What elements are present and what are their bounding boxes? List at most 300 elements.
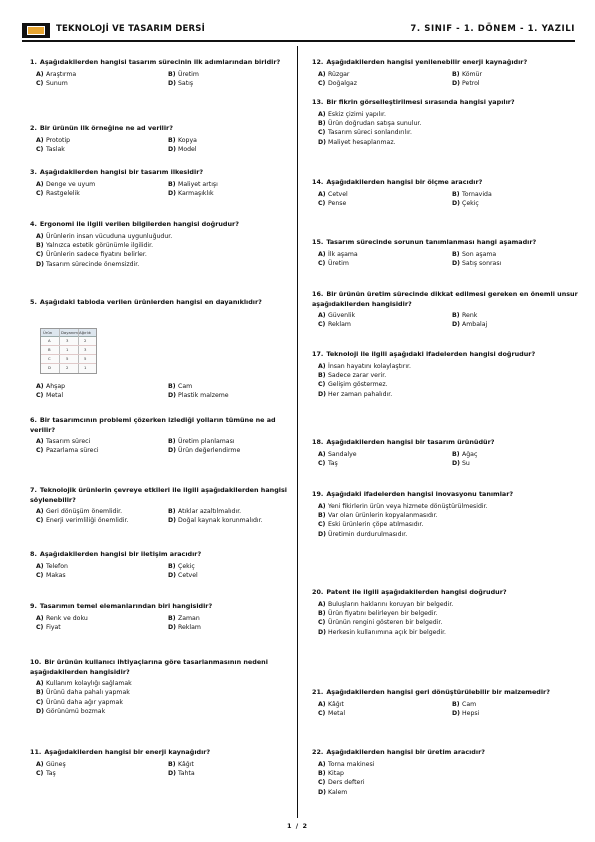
option-letter: B): [318, 769, 326, 777]
question-number: 16.: [312, 290, 324, 298]
option-letter: A): [36, 438, 44, 445]
answer-option[interactable]: [168, 623, 292, 632]
option-letter: C): [318, 709, 326, 717]
option-text: Tahta: [178, 769, 195, 777]
option-text: Ürünlerin insan vücuduna uygunluğudur.: [46, 232, 173, 240]
answer-option[interactable]: [36, 571, 160, 580]
question-number: 3.: [30, 168, 37, 176]
option-letter: C): [36, 251, 44, 259]
answer-option[interactable]: [168, 446, 292, 455]
option-text: Reklam: [328, 321, 351, 329]
answer-option[interactable]: [452, 709, 578, 718]
answer-options: [30, 760, 292, 779]
answer-option[interactable]: [36, 562, 160, 571]
option-letter: A): [318, 250, 326, 258]
answer-option[interactable]: [36, 391, 160, 400]
answer-option[interactable]: [318, 362, 578, 371]
option-text: Araştırma: [46, 70, 77, 78]
option-letter: B): [452, 700, 460, 708]
option-letter: C): [318, 129, 326, 137]
answer-option[interactable]: [318, 128, 578, 137]
answer-option[interactable]: [36, 136, 160, 145]
question-text: Aşağıdakilerden hangisi bir enerji kaynağıdır?: [44, 748, 211, 756]
question-12: [312, 58, 578, 88]
answer-option[interactable]: [36, 437, 160, 446]
option-text: Metal: [46, 391, 64, 399]
question-number: 17.: [312, 350, 324, 358]
question-number: 4.: [30, 220, 37, 228]
option-text: Cam: [178, 382, 193, 390]
answer-option[interactable]: [318, 600, 578, 609]
option-letter: B): [168, 70, 176, 78]
option-text: Sunum: [46, 79, 68, 87]
answer-option[interactable]: [318, 502, 578, 511]
answer-option[interactable]: [168, 189, 292, 198]
option-letter: C): [318, 779, 326, 787]
answer-option[interactable]: [452, 259, 578, 268]
answer-option[interactable]: [318, 511, 578, 520]
question-16: [312, 290, 578, 330]
answer-options: [30, 437, 292, 456]
answer-option[interactable]: [318, 760, 578, 769]
answer-option[interactable]: [318, 110, 578, 119]
table-cell: 2: [66, 364, 69, 370]
question-text: Aşağıdakilerden hangisi bir tasarım ilkesidir?: [39, 168, 204, 176]
question-4: [30, 220, 292, 269]
answer-options: [30, 382, 292, 401]
answer-options: [30, 232, 292, 270]
answer-options: [312, 600, 578, 638]
answer-option[interactable]: [318, 709, 444, 718]
question-text: Tasarım sürecinde sorunun tanımlanması hangi aşamadır?: [326, 238, 537, 246]
option-text: Son aşama: [462, 250, 497, 258]
answer-option[interactable]: [318, 450, 444, 459]
option-letter: A): [36, 232, 44, 240]
answer-option[interactable]: [318, 70, 444, 79]
answer-option[interactable]: [168, 571, 292, 580]
question-stem: [30, 602, 292, 612]
answer-options: [30, 614, 292, 633]
answer-option[interactable]: [36, 79, 160, 88]
option-text: Enerji verimliliği önemlidir.: [46, 517, 129, 525]
option-letter: A): [36, 760, 44, 768]
option-text: Zaman: [178, 614, 200, 622]
answer-option[interactable]: [168, 614, 292, 623]
question-stem: [312, 98, 578, 108]
option-text: Kullanım kolaylığı sağlamak: [46, 680, 132, 687]
question-number: 5.: [30, 298, 37, 306]
answer-options: [30, 679, 292, 717]
option-text: Her zaman pahalıdır.: [328, 390, 393, 398]
answer-option[interactable]: [452, 320, 578, 329]
table-header-cell: Ağırlık: [79, 329, 91, 335]
question-7: [30, 486, 292, 526]
option-text: Tasarım süreci sonlandırılır.: [328, 129, 412, 137]
option-text: Var olan ürünlerin kopyalanmasıdır.: [328, 511, 438, 519]
option-letter: B): [168, 136, 176, 144]
answer-option[interactable]: [452, 250, 578, 259]
answer-option[interactable]: [318, 520, 578, 529]
option-text: Makas: [46, 571, 66, 579]
option-letter: A): [36, 180, 44, 188]
answer-option[interactable]: [36, 260, 292, 269]
question-text: Ergonomi ile ilgili verilen bilgilerden hangisi doğrudur?: [39, 220, 239, 228]
option-text: Buluşların haklarını koruyan bir belgedir.: [328, 600, 454, 608]
option-letter: B): [168, 508, 176, 515]
answer-option[interactable]: [168, 769, 292, 778]
option-letter: D): [318, 138, 326, 146]
answer-option[interactable]: [36, 679, 292, 688]
question-text: Aşağıdaki tabloda verilen ürünlerden hangisi en dayanıklıdır?: [39, 298, 262, 306]
option-letter: D): [452, 321, 460, 329]
option-text: Maliyet hesaplanmaz.: [328, 138, 396, 146]
answer-option[interactable]: [36, 516, 160, 525]
header-title: TEKNOLOJİ VE TASARIM DERSİ: [56, 24, 205, 34]
answer-option[interactable]: [36, 180, 160, 189]
question-stem: [312, 178, 578, 188]
option-text: Taş: [46, 769, 56, 777]
option-letter: B): [36, 689, 44, 697]
option-text: Cetvel: [328, 190, 348, 198]
answer-option[interactable]: [168, 136, 292, 145]
answer-option[interactable]: [36, 446, 160, 455]
option-letter: D): [36, 708, 44, 716]
answer-option[interactable]: [36, 232, 292, 241]
question-10: [30, 658, 292, 717]
answer-option[interactable]: [168, 516, 292, 525]
question-stem: [30, 124, 292, 134]
answer-option[interactable]: [318, 769, 578, 778]
option-letter: D): [452, 459, 460, 467]
answer-option[interactable]: [36, 145, 160, 154]
answer-options: [30, 180, 292, 199]
option-text: Ağaç: [462, 450, 478, 458]
question-text: Aşağıdakilerden hangisi yenilenebilir enerji kaynağıdır?: [326, 58, 528, 66]
answer-option[interactable]: [168, 507, 292, 516]
option-letter: D): [168, 517, 176, 525]
option-text: Kitap: [328, 769, 344, 777]
option-letter: B): [168, 562, 176, 570]
question-19: [312, 490, 578, 539]
option-text: Plastik malzeme: [178, 391, 229, 399]
option-letter: B): [318, 119, 326, 127]
table-header-cell: Dayanım: [61, 329, 78, 335]
table-cell: 5: [84, 355, 87, 361]
option-text: Pazarlama süreci: [46, 447, 99, 455]
answer-options: [312, 311, 578, 330]
question-22: [312, 748, 578, 797]
answer-options: [312, 502, 578, 540]
option-text: Renk ve doku: [46, 614, 88, 622]
table-cell: 2: [84, 337, 87, 343]
option-letter: D): [168, 391, 176, 399]
question-number: 20.: [312, 588, 324, 596]
question-text: Aşağıdakilerden hangisi tasarım sürecinin ilk adımlarından biridir?: [39, 58, 281, 66]
question-text: Aşağıdaki ifadelerden hangisi inovasyonu tanımlar?: [326, 490, 514, 498]
option-text: Rüzgar: [328, 70, 350, 78]
option-letter: A): [318, 502, 326, 510]
header-exam-info: 7. SINIF - 1. DÖNEM - 1. YAZILI: [410, 24, 575, 34]
option-letter: A): [36, 136, 44, 144]
question-15: [312, 238, 578, 268]
answer-options: [312, 110, 578, 148]
answer-option[interactable]: [452, 459, 578, 468]
option-letter: B): [168, 180, 176, 188]
option-text: Ürünün rengini gösteren bir belgedir.: [328, 619, 443, 627]
question-1: [30, 58, 292, 88]
answer-option[interactable]: [318, 79, 444, 88]
question-text: Aşağıdakilerden hangisi geri dönüştürülebilir bir malzemedir?: [326, 688, 550, 696]
option-text: Prototip: [46, 136, 71, 144]
answer-option[interactable]: [318, 390, 578, 399]
question-stem: [30, 658, 292, 677]
option-text: Maliyet artışı: [178, 180, 218, 188]
option-letter: B): [452, 250, 460, 258]
question-stem: [312, 588, 578, 598]
table-cell: 3: [84, 346, 87, 352]
option-text: İnsan hayatını kolaylaştırır.: [328, 362, 411, 370]
answer-option[interactable]: [36, 189, 160, 198]
option-text: Model: [178, 145, 197, 153]
answer-option[interactable]: [452, 199, 578, 208]
option-text: Renk: [462, 312, 478, 319]
answer-option[interactable]: [168, 382, 292, 391]
question-stem: [312, 688, 578, 698]
answer-option[interactable]: [318, 119, 578, 128]
option-letter: D): [318, 390, 326, 398]
answer-option[interactable]: [318, 609, 578, 618]
option-text: Tasarım sürecinde önemsizdir.: [46, 260, 140, 268]
question-14: [312, 178, 578, 208]
answer-options: [312, 450, 578, 469]
question-stem: [30, 416, 292, 435]
answer-option[interactable]: [318, 380, 578, 389]
option-letter: C): [318, 321, 326, 329]
option-letter: A): [318, 450, 326, 458]
question-2: [30, 124, 292, 154]
answer-option[interactable]: [36, 623, 160, 632]
option-text: Taslak: [46, 145, 65, 153]
option-text: Sadece zarar verir.: [328, 371, 387, 379]
option-letter: D): [168, 189, 176, 197]
answer-option[interactable]: [318, 530, 578, 539]
answer-options: [30, 562, 292, 581]
option-letter: B): [452, 70, 460, 78]
answer-option[interactable]: [36, 614, 160, 623]
answer-option[interactable]: [452, 79, 578, 88]
question-stem: [312, 238, 578, 248]
page-number: 1 / 2: [287, 822, 308, 830]
option-letter: D): [452, 709, 460, 717]
option-letter: D): [36, 260, 44, 268]
question-text: Bir ürünün kullanıcı ihtiyaçlarına göre tasarlanmasının nedeni aşağıdakilerden hangisidir?: [30, 658, 268, 676]
option-letter: D): [168, 447, 176, 455]
option-letter: A): [36, 382, 44, 390]
answer-option[interactable]: [36, 688, 292, 697]
question-text: Bir fikrin görselleştirilmesi sırasında hangisi yapılır?: [326, 98, 515, 106]
option-letter: C): [36, 189, 44, 197]
option-letter: B): [452, 312, 460, 319]
answer-option[interactable]: [318, 190, 444, 199]
option-text: Üretimin durdurulmasıdır.: [328, 530, 408, 538]
question-11: [30, 748, 292, 778]
option-letter: A): [36, 70, 44, 78]
option-letter: B): [452, 450, 460, 458]
answer-option[interactable]: [452, 700, 578, 709]
option-text: Reklam: [178, 623, 201, 631]
header-rule: [22, 40, 575, 42]
option-letter: C): [318, 521, 326, 529]
answer-options: [30, 136, 292, 155]
table-figure-container: [30, 308, 292, 380]
answer-option[interactable]: [318, 320, 444, 329]
answer-option[interactable]: [36, 707, 292, 716]
option-text: Ürünü daha pahalı yapmak: [46, 689, 130, 697]
option-text: Doğalgaz: [328, 79, 357, 87]
option-letter: D): [168, 571, 176, 579]
answer-option[interactable]: [168, 79, 292, 88]
option-text: Torna makinesi: [328, 760, 375, 768]
option-letter: D): [452, 259, 460, 267]
option-text: Üretim planlaması: [178, 438, 235, 445]
option-text: Yalnızca estetik görünümle ilgilidir.: [46, 241, 154, 249]
option-letter: C): [36, 623, 44, 631]
question-stem: [30, 550, 292, 560]
option-letter: B): [452, 190, 460, 198]
option-text: Tornavida: [462, 190, 492, 198]
question-stem: [30, 486, 292, 505]
answer-options: [312, 362, 578, 400]
question-stem: [30, 298, 292, 308]
question-number: 19.: [312, 490, 324, 498]
question-stem: [312, 350, 578, 360]
answer-option[interactable]: [318, 700, 444, 709]
answer-option[interactable]: [36, 769, 160, 778]
option-letter: D): [168, 623, 176, 631]
question-text: Aşağıdakilerden hangisi bir ölçme aracıdır?: [326, 178, 483, 186]
answer-option[interactable]: [318, 199, 444, 208]
answer-option[interactable]: [318, 459, 444, 468]
question-text: Bir ürünün üretim sürecinde dikkat edilmesi gereken en önemli unsur aşağıdakilerden hangisidir?: [312, 290, 578, 308]
option-letter: A): [318, 190, 326, 198]
question-text: Teknoloji ile ilgili aşağıdaki ifadelerden hangisi doğrudur?: [326, 350, 536, 358]
answer-option[interactable]: [318, 371, 578, 380]
answer-option[interactable]: [318, 250, 444, 259]
table-cell: 3: [66, 337, 69, 343]
answer-option[interactable]: [452, 70, 578, 79]
option-text: Ürünlerin sadece fiyatını belirler.: [46, 251, 147, 259]
option-letter: A): [36, 680, 44, 687]
question-number: 14.: [312, 178, 324, 186]
option-letter: D): [318, 628, 326, 636]
answer-option[interactable]: [36, 70, 160, 79]
question-stem: [30, 168, 292, 178]
answer-option[interactable]: [318, 628, 578, 637]
answer-option[interactable]: [452, 311, 578, 320]
option-text: Ürün doğrudan satışa sunulur.: [328, 119, 422, 127]
answer-option[interactable]: [318, 138, 578, 147]
question-6: [30, 416, 292, 456]
question-text: Aşağıdakilerden hangisi bir üretim aracıdır?: [326, 748, 485, 756]
answer-options: [312, 250, 578, 269]
option-letter: C): [318, 79, 326, 87]
question-stem: [312, 58, 578, 68]
option-text: Çekiç: [178, 562, 195, 570]
question-text: Tasarımın temel elemanlarından biri hangisidir?: [39, 602, 213, 610]
question-number: 7.: [30, 486, 37, 494]
option-text: Yeni fikirlerin ürün veya hizmete dönüştürülmesidir.: [328, 502, 488, 510]
answer-option[interactable]: [168, 437, 292, 446]
option-letter: B): [318, 609, 326, 617]
question-number: 10.: [30, 658, 42, 666]
answer-option[interactable]: [168, 145, 292, 154]
option-letter: C): [318, 381, 326, 389]
option-text: Denge ve uyum: [46, 180, 96, 188]
option-letter: B): [168, 760, 176, 768]
option-text: Karmaşıklık: [178, 189, 214, 197]
answer-option[interactable]: [36, 241, 292, 250]
answer-option[interactable]: [452, 450, 578, 459]
question-number: 22.: [312, 748, 324, 756]
option-text: Ders defteri: [328, 779, 365, 787]
option-text: Sandalye: [328, 450, 357, 458]
option-letter: A): [318, 362, 326, 370]
answer-option[interactable]: [318, 788, 578, 797]
option-letter: C): [36, 769, 44, 777]
question-stem: [312, 490, 578, 500]
question-13: [312, 98, 578, 147]
option-text: Eski ürünlerin çöpe atılmasıdır.: [328, 521, 424, 529]
option-letter: A): [36, 614, 44, 622]
table-header-cell: Ürün: [43, 329, 53, 335]
option-letter: C): [36, 145, 44, 153]
answer-option[interactable]: [318, 778, 578, 787]
answer-option[interactable]: [36, 250, 292, 259]
question-text: Bir tasarımcının problemi çözerken izlediği yolların tümüne ne ad verilir?: [30, 416, 276, 434]
question-8: [30, 550, 292, 580]
answer-option[interactable]: [36, 698, 292, 707]
option-text: Kâğıt: [328, 700, 344, 708]
option-letter: A): [36, 562, 44, 570]
answer-option[interactable]: [318, 618, 578, 627]
option-text: Kopya: [178, 136, 197, 144]
answer-options: [30, 507, 292, 526]
option-text: Tasarım süreci: [46, 438, 91, 445]
option-letter: C): [318, 619, 326, 627]
answer-option[interactable]: [168, 562, 292, 571]
answer-option[interactable]: [36, 382, 160, 391]
option-text: Geri dönüşüm önemlidir.: [46, 508, 123, 515]
answer-option[interactable]: [318, 311, 444, 320]
answer-option[interactable]: [452, 190, 578, 199]
answer-option[interactable]: [36, 507, 160, 516]
answer-option[interactable]: [168, 70, 292, 79]
option-text: Üretim: [178, 70, 199, 78]
option-letter: B): [318, 371, 326, 379]
answer-option[interactable]: [168, 760, 292, 769]
option-text: Eskiz çizimi yapılır.: [328, 110, 386, 118]
answer-option[interactable]: [36, 760, 160, 769]
question-stem: [30, 58, 292, 68]
answer-option[interactable]: [168, 391, 292, 400]
answer-option[interactable]: [318, 259, 444, 268]
answer-option[interactable]: [168, 180, 292, 189]
option-text: Telefon: [46, 562, 68, 570]
question-number: 21.: [312, 688, 324, 696]
option-text: Metal: [328, 709, 346, 717]
question-stem: [312, 438, 578, 448]
answer-options: [312, 760, 578, 798]
